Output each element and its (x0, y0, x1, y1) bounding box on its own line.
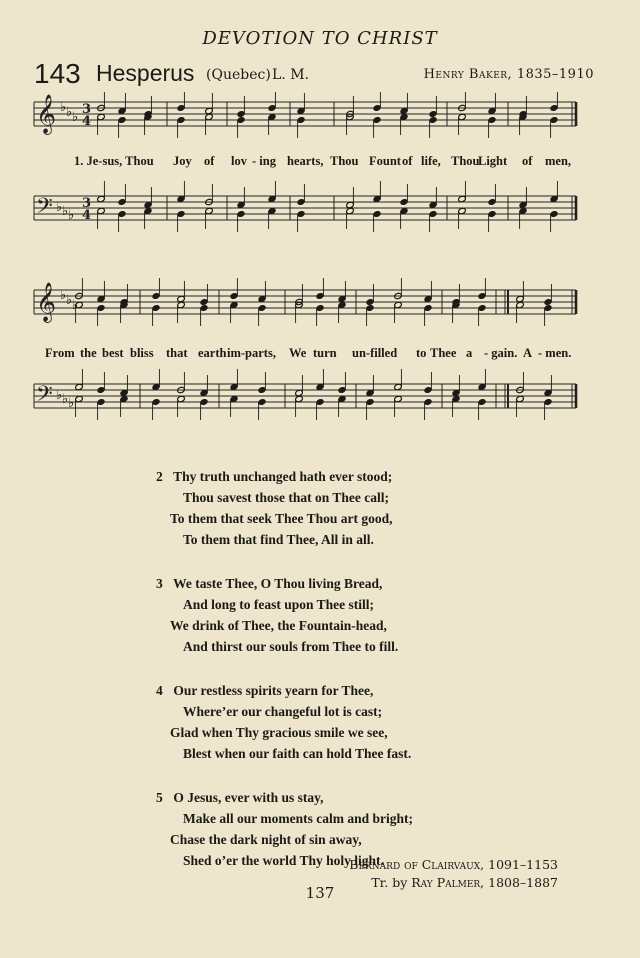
author-dates: 1091–1153 (488, 857, 558, 872)
lyric-syllable: that (166, 346, 188, 360)
lyric-syllable: - ing (252, 154, 276, 168)
lyric-syllable: Light (478, 154, 508, 168)
treble-clef-icon: 𝄞 (36, 94, 57, 134)
verse-line: To them that seek Thee Thou art good, (170, 511, 393, 526)
lyric-syllable: lov (231, 154, 247, 168)
lyric-syllable: best (102, 346, 124, 360)
composer-name: Henry Baker, (423, 67, 513, 82)
verse-line: Thy truth unchanged hath ever stood; (173, 469, 393, 484)
verse-2 (156, 466, 596, 550)
time-signature: 4 (82, 208, 92, 223)
flat-icon: ♭ (66, 293, 73, 308)
verse-line: O Jesus, ever with us stay, (173, 790, 324, 805)
section-title: DEVOTION TO CHRIST (202, 28, 438, 49)
verse-line: And thirst our souls from Thee to fill. (183, 639, 399, 654)
verse-line: Make all our moments calm and bright; (183, 811, 413, 826)
composer-dates: 1835–1910 (516, 67, 594, 82)
music-system-1 (0, 92, 640, 247)
verse-number: 4 (156, 683, 163, 698)
lyric-syllable: the (80, 346, 97, 360)
verse-line: We taste Thee, O Thou living Bread, (173, 576, 383, 591)
lyric-syllable: hearts, (287, 154, 324, 168)
verse-line: Shed o’er the world Thy holy light. (183, 853, 384, 868)
meter: L. M. (272, 67, 309, 83)
flat-icon: ♭ (68, 208, 75, 223)
hymn-header (34, 58, 594, 92)
verse-number: 3 (156, 576, 163, 591)
lyric-syllable: - men. (538, 346, 572, 360)
verse-line: And long to feast upon Thee still; (183, 597, 375, 612)
lyric-syllable: Joy (173, 154, 192, 168)
verse-4 (156, 680, 596, 764)
bass-clef-icon: 𝄢 (36, 194, 53, 224)
lyric-syllable: A (523, 346, 533, 360)
lyric-syllable: a (466, 346, 473, 360)
lyric-syllable: From (45, 346, 75, 360)
lyric-syllable: life, (421, 154, 441, 168)
lyric-syllable: im-parts, (227, 346, 276, 360)
lyric-syllable: We (289, 346, 307, 360)
flat-icon: ♭ (72, 298, 79, 313)
lyric-syllable: of (522, 154, 533, 168)
lyric-syllable: earth (198, 346, 227, 360)
lyric-syllable: of (204, 154, 215, 168)
music-system-2 (0, 278, 640, 438)
author-name: Bernard of Clairvaux, (349, 857, 485, 872)
hymn-number: 143 (34, 58, 81, 89)
verses (156, 466, 596, 894)
time-signature: 4 (82, 114, 92, 129)
verse-3 (156, 573, 596, 657)
lyric-syllable: un-filled (352, 346, 398, 360)
lyric-syllable: turn (313, 346, 337, 360)
flat-icon: ♭ (60, 288, 67, 303)
verse-line: Chase the dark night of sin away, (170, 832, 362, 847)
flat-icon: ♭ (60, 100, 67, 115)
translator-dates: 1808–1887 (488, 875, 558, 890)
lyric-syllable: of (402, 154, 413, 168)
lyric-syllable: bliss (130, 346, 154, 360)
verse-line: To them that find Thee, All in all. (183, 532, 374, 547)
lyric-syllable: Thou (451, 154, 480, 168)
score-system-1 (0, 92, 640, 247)
treble-clef-icon: 𝄞 (36, 282, 57, 322)
lyric-syllable: 1. Je-sus, Thou (74, 154, 154, 168)
time-signature: 3 (82, 196, 92, 211)
composer (424, 67, 594, 82)
verse-line: Where’er our changeful lot is cast; (183, 704, 383, 719)
flat-icon: ♭ (66, 105, 73, 120)
verse-number: 2 (156, 469, 163, 484)
page-number: 137 (305, 884, 335, 902)
flat-icon: ♭ (56, 388, 63, 403)
verse-line: Thou savest those that on Thee call; (183, 490, 390, 505)
verse-line: Glad when Thy gracious smile we see, (170, 725, 388, 740)
flat-icon: ♭ (62, 204, 69, 219)
lyric-syllable: Thee (430, 346, 457, 360)
flat-icon: ♭ (68, 396, 75, 411)
lyric-syllable: - gain. (484, 346, 518, 360)
flat-icon: ♭ (56, 200, 63, 215)
bass-clef-icon: 𝄢 (36, 382, 53, 412)
flat-icon: ♭ (72, 110, 79, 125)
lyric-syllable: to (416, 346, 427, 360)
verse-number: 5 (156, 790, 163, 805)
time-signature: 3 (82, 102, 92, 117)
tune-name: Hesperus (96, 60, 195, 86)
translator-name: Ray Palmer, (411, 875, 485, 890)
lyric-syllable: Fount (369, 154, 401, 168)
flat-icon: ♭ (62, 392, 69, 407)
lyric-syllable: men, (545, 154, 572, 168)
verse-line: We drink of Thee, the Fountain-head, (170, 618, 387, 633)
translator-prefix: Tr. by (371, 875, 408, 890)
verse-line: Blest when our faith can hold Thee fast. (183, 746, 412, 761)
lyric-syllable: Thou (330, 154, 359, 168)
tune-alternate-name: (Quebec) (206, 67, 271, 83)
verse-line: Our restless spirits yearn for Thee, (173, 683, 374, 698)
